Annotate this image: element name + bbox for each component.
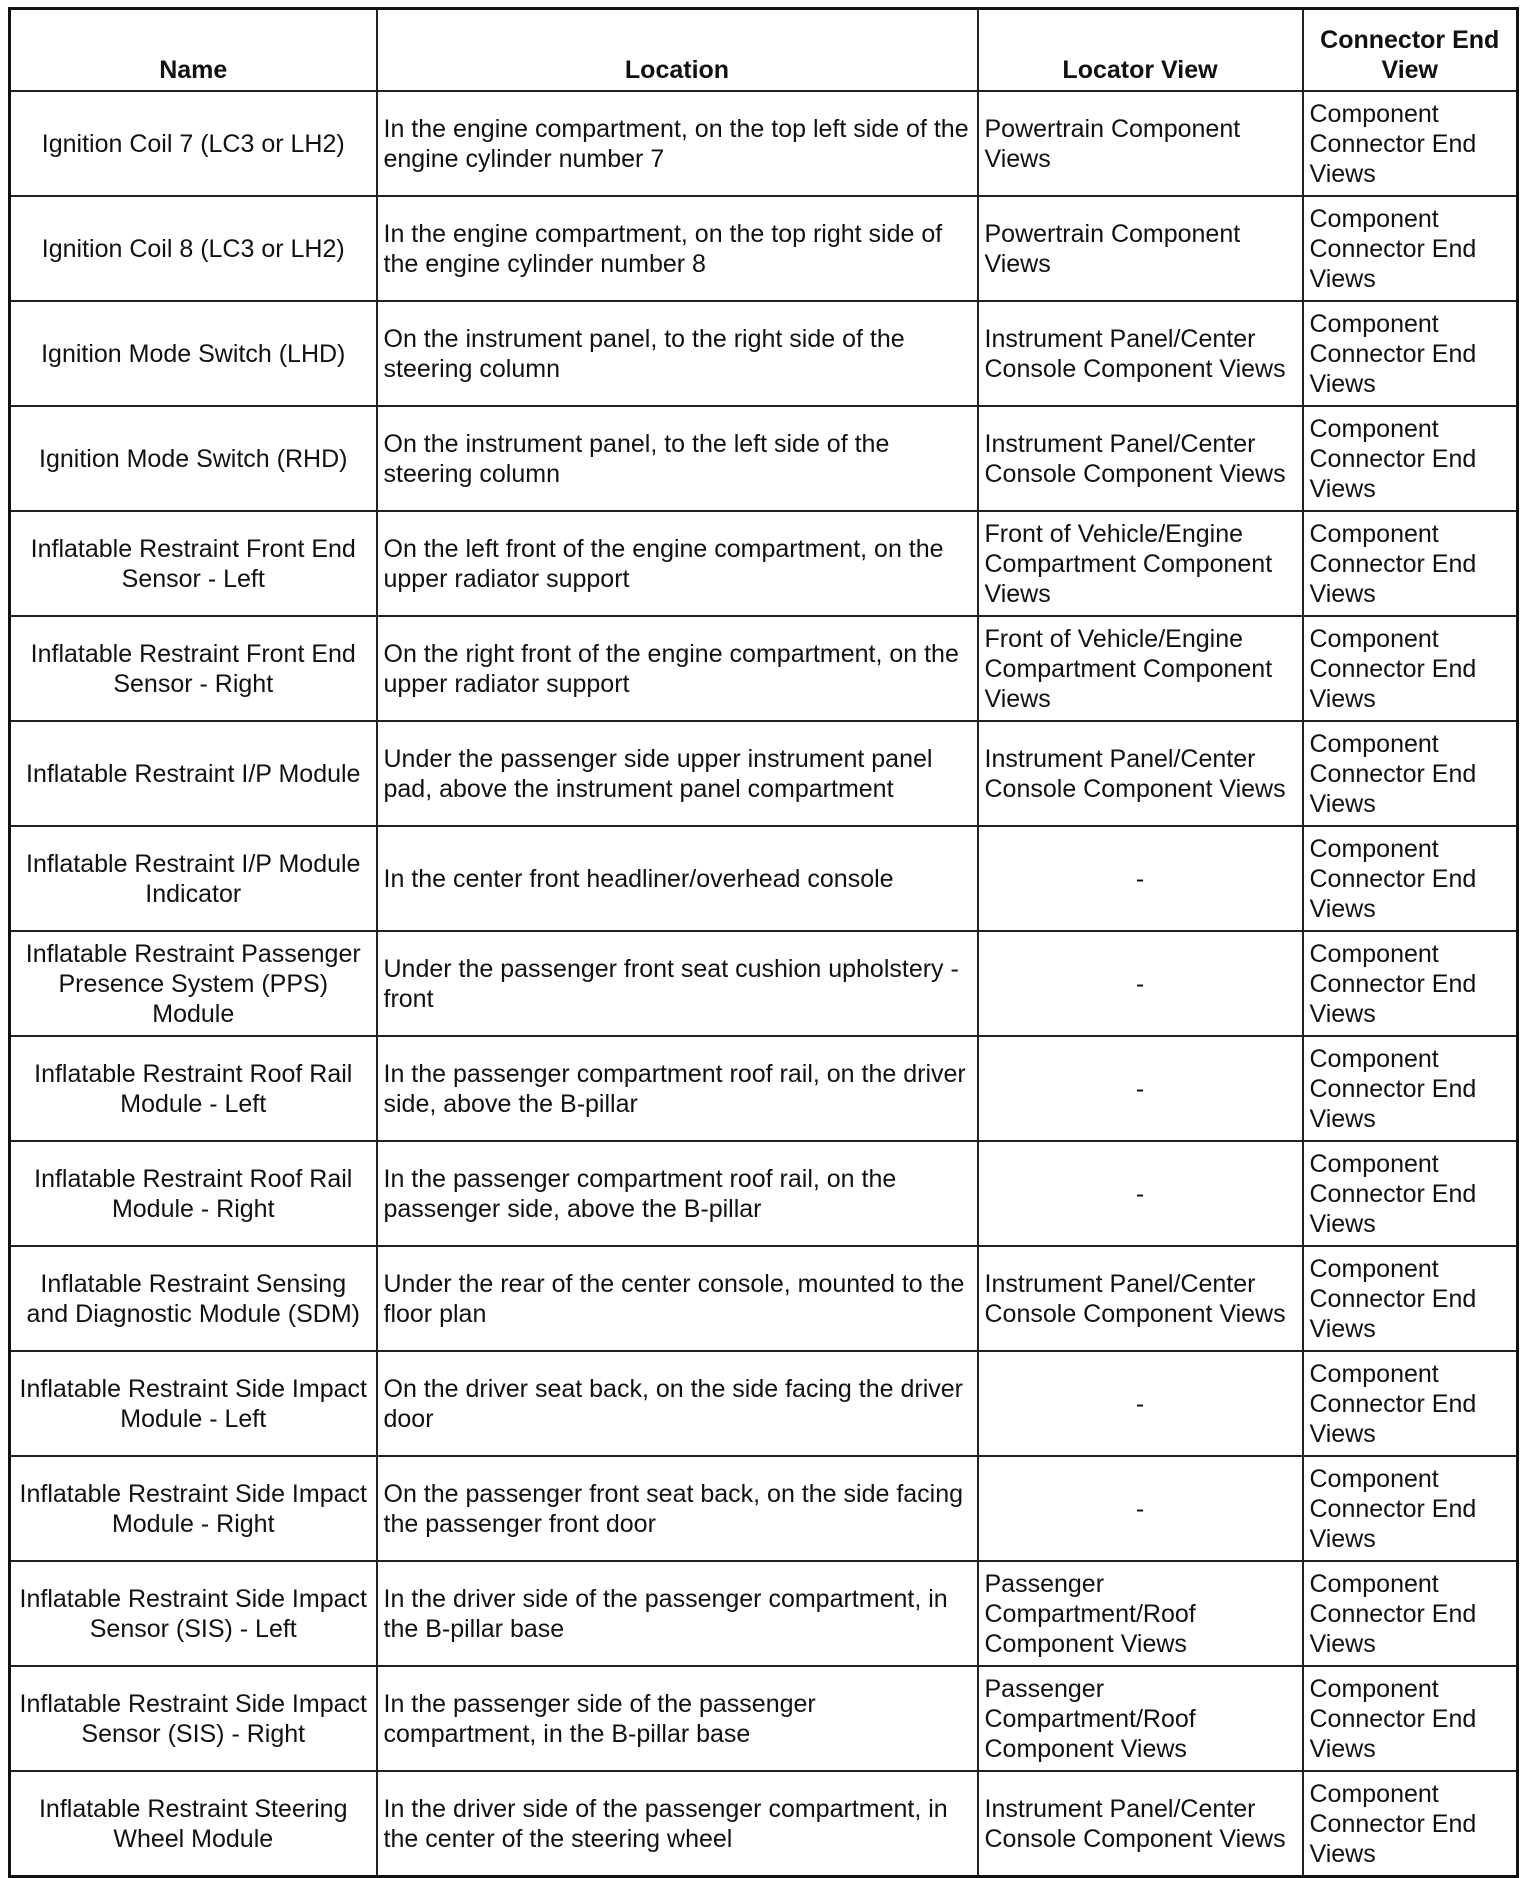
header-locator-view: Locator View	[978, 9, 1303, 92]
cell-location: On the passenger front seat back, on the side facing the passenger front door	[377, 1456, 978, 1561]
cell-name: Inflatable Restraint I/P Module Indicator	[10, 826, 377, 931]
cell-name: Inflatable Restraint Front End Sensor - Left	[10, 511, 377, 616]
table-row	[10, 616, 1518, 721]
cell-connector-end-view: Component Connector End Views	[1303, 196, 1518, 301]
table-row	[10, 1456, 1518, 1561]
cell-location: In the driver side of the passenger compartment, in the B-pillar base	[377, 1561, 978, 1666]
cell-name: Ignition Coil 7 (LC3 or LH2)	[10, 91, 377, 196]
table-row	[10, 1666, 1518, 1771]
cell-connector-end-view: Component Connector End Views	[1303, 406, 1518, 511]
cell-locator-view: Instrument Panel/Center Console Component Views	[978, 721, 1303, 826]
cell-locator-view: -	[978, 1036, 1303, 1141]
table-row	[10, 826, 1518, 931]
cell-locator-view: Instrument Panel/Center Console Component Views	[978, 406, 1303, 511]
cell-connector-end-view: Component Connector End Views	[1303, 1351, 1518, 1456]
cell-name: Inflatable Restraint Roof Rail Module - Right	[10, 1141, 377, 1246]
table-row	[10, 1771, 1518, 1877]
cell-connector-end-view: Component Connector End Views	[1303, 931, 1518, 1036]
cell-location: In the passenger compartment roof rail, on the driver side, above the B-pillar	[377, 1036, 978, 1141]
header-connector-end-view: Connector End View	[1303, 9, 1518, 92]
cell-name: Inflatable Restraint I/P Module	[10, 721, 377, 826]
cell-locator-view: -	[978, 1351, 1303, 1456]
table-row	[10, 931, 1518, 1036]
cell-name: Inflatable Restraint Side Impact Sensor (SIS) - Left	[10, 1561, 377, 1666]
table-row	[10, 1561, 1518, 1666]
cell-connector-end-view: Component Connector End Views	[1303, 1666, 1518, 1771]
cell-name: Ignition Mode Switch (LHD)	[10, 301, 377, 406]
header-location: Location	[377, 9, 978, 92]
cell-locator-view: Instrument Panel/Center Console Component Views	[978, 1246, 1303, 1351]
cell-name: Inflatable Restraint Steering Wheel Module	[10, 1771, 377, 1877]
cell-locator-view: Powertrain Component Views	[978, 196, 1303, 301]
cell-locator-view: -	[978, 1456, 1303, 1561]
cell-locator-view: -	[978, 826, 1303, 931]
cell-location: Under the passenger front seat cushion upholstery - front	[377, 931, 978, 1036]
cell-location: On the right front of the engine compartment, on the upper radiator support	[377, 616, 978, 721]
cell-location: In the center front headliner/overhead console	[377, 826, 978, 931]
cell-locator-view: Instrument Panel/Center Console Component Views	[978, 1771, 1303, 1877]
table-row	[10, 721, 1518, 826]
cell-locator-view: Instrument Panel/Center Console Component Views	[978, 301, 1303, 406]
table-row	[10, 301, 1518, 406]
cell-location: In the engine compartment, on the top right side of the engine cylinder number 8	[377, 196, 978, 301]
cell-connector-end-view: Component Connector End Views	[1303, 1246, 1518, 1351]
cell-name: Ignition Mode Switch (RHD)	[10, 406, 377, 511]
table-header-row	[10, 9, 1518, 92]
cell-locator-view: -	[978, 931, 1303, 1036]
cell-location: In the passenger compartment roof rail, on the passenger side, above the B-pillar	[377, 1141, 978, 1246]
component-locator-table	[8, 7, 1519, 1878]
cell-location: On the driver seat back, on the side facing the driver door	[377, 1351, 978, 1456]
cell-connector-end-view: Component Connector End Views	[1303, 1141, 1518, 1246]
cell-location: In the engine compartment, on the top left side of the engine cylinder number 7	[377, 91, 978, 196]
cell-name: Inflatable Restraint Side Impact Sensor (SIS) - Right	[10, 1666, 377, 1771]
cell-connector-end-view: Component Connector End Views	[1303, 91, 1518, 196]
cell-name: Ignition Coil 8 (LC3 or LH2)	[10, 196, 377, 301]
table-row	[10, 1141, 1518, 1246]
cell-name: Inflatable Restraint Sensing and Diagnostic Module (SDM)	[10, 1246, 377, 1351]
cell-location: Under the rear of the center console, mounted to the floor plan	[377, 1246, 978, 1351]
table-row	[10, 196, 1518, 301]
cell-connector-end-view: Component Connector End Views	[1303, 1456, 1518, 1561]
cell-connector-end-view: Component Connector End Views	[1303, 511, 1518, 616]
cell-connector-end-view: Component Connector End Views	[1303, 1561, 1518, 1666]
table-body	[10, 91, 1518, 1877]
cell-connector-end-view: Component Connector End Views	[1303, 301, 1518, 406]
cell-locator-view: -	[978, 1141, 1303, 1246]
cell-location: In the driver side of the passenger compartment, in the center of the steering wheel	[377, 1771, 978, 1877]
cell-locator-view: Powertrain Component Views	[978, 91, 1303, 196]
header-name: Name	[10, 9, 377, 92]
table-row	[10, 1351, 1518, 1456]
cell-connector-end-view: Component Connector End Views	[1303, 616, 1518, 721]
cell-locator-view: Passenger Compartment/Roof Component Views	[978, 1561, 1303, 1666]
cell-locator-view: Front of Vehicle/Engine Compartment Component Views	[978, 511, 1303, 616]
cell-locator-view: Front of Vehicle/Engine Compartment Component Views	[978, 616, 1303, 721]
cell-connector-end-view: Component Connector End Views	[1303, 721, 1518, 826]
cell-name: Inflatable Restraint Side Impact Module - Right	[10, 1456, 377, 1561]
cell-connector-end-view: Component Connector End Views	[1303, 1036, 1518, 1141]
table-row	[10, 406, 1518, 511]
cell-name: Inflatable Restraint Passenger Presence System (PPS) Module	[10, 931, 377, 1036]
table-row	[10, 1246, 1518, 1351]
table-row	[10, 91, 1518, 196]
cell-name: Inflatable Restraint Side Impact Module - Left	[10, 1351, 377, 1456]
cell-location: In the passenger side of the passenger compartment, in the B-pillar base	[377, 1666, 978, 1771]
cell-locator-view: Passenger Compartment/Roof Component Views	[978, 1666, 1303, 1771]
cell-location: On the left front of the engine compartment, on the upper radiator support	[377, 511, 978, 616]
cell-connector-end-view: Component Connector End Views	[1303, 1771, 1518, 1877]
table-row	[10, 511, 1518, 616]
cell-name: Inflatable Restraint Roof Rail Module - Left	[10, 1036, 377, 1141]
cell-connector-end-view: Component Connector End Views	[1303, 826, 1518, 931]
cell-location: Under the passenger side upper instrument panel pad, above the instrument panel compartment	[377, 721, 978, 826]
cell-location: On the instrument panel, to the right side of the steering column	[377, 301, 978, 406]
cell-name: Inflatable Restraint Front End Sensor - Right	[10, 616, 377, 721]
table-row	[10, 1036, 1518, 1141]
cell-location: On the instrument panel, to the left side of the steering column	[377, 406, 978, 511]
